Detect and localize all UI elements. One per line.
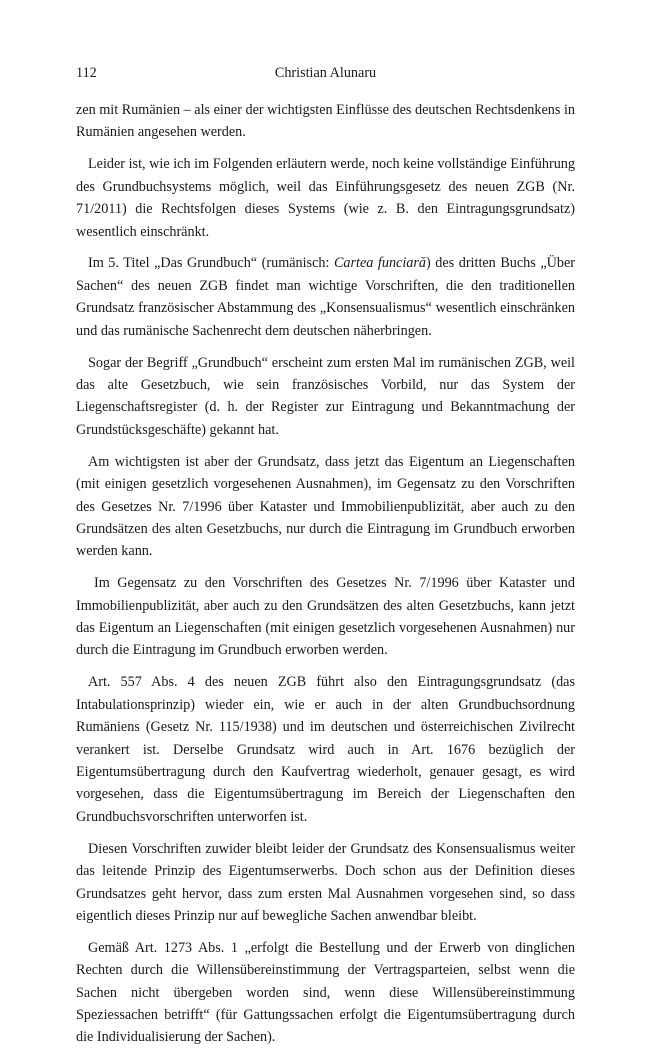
paragraph-9: Gemäß Art. 1273 Abs. 1 „erfolgt die Bestellung und der Erwerb von dinglichen Rechten durch die Willensübereinstimmung der Vertragsparteien, selbst wenn die Sachen nicht übergeben worden sind, wenn diese Willensübereinstimmung Speziessachen betrifft“ (für Gattungssachen erfolgt die Eigentumsübertragung durch die Individualisierung der Sachen). [76, 939, 575, 1046]
page-number: 112 [76, 65, 97, 81]
paragraph-5: Am wichtigsten ist aber der Grundsatz, dass jetzt das Eigentum an Liegenschaften (mit einigen gesetzlich vorgesehenen Ausnahmen), im Gegensatz zu den Vorschriften des Gesetzes Nr. 7/1996 über Kataster und Immobilienpublizität, aber auch zu den Grundsätzen des alten Gesetzbuchs, nur durch die Eintragung im Grundbuch erworben werden kann. [76, 453, 575, 560]
body-text [76, 99, 575, 1049]
paragraph-3-italic-term: Cartea funciară [333, 255, 427, 272]
page-header [76, 62, 575, 84]
paragraph-1: zen mit Rumänien – als einer der wichtigsten Einflüsse des deutschen Rechtsdenkens in Rumänien angesehen werden. [76, 102, 575, 141]
paragraph-6: Im Gegensatz zu den Vorschriften des Gesetzes Nr. 7/1996 über Kataster und Immobilienpublizität, aber auch zu den Grundsätzen des alten Gesetzbuchs, kann jetzt das Eigentum an Liegenschaften (mit einigen gesetzlich vorgesehenen Ausnahmen) nur durch die Eintragung im Grundbuch erworben werden. [76, 575, 575, 659]
paragraph-8: Diesen Vorschriften zuwider bleibt leider der Grundsatz des Konsensualismus weiter das leitende Prinzip des Eigentumserwerbs. Doch schon aus der Definition dieses Grundsatzes geht hervor, dass zum ersten Mal Ausnahmen vorgesehen sind, so dass eigentlich dieses Prinzip nur auf bewegliche Sachen anwendbar bleibt. [76, 840, 575, 924]
paragraph-7: Art. 557 Abs. 4 des neuen ZGB führt also den Eintragungsgrundsatz (das Intabulationsprinzip) wieder ein, wie er auch in der alten Grundbuchsordnung Rumäniens (Gesetz Nr. 115/1938) und im deutschen und österreichischen Zivilrecht verankert ist. Derselbe Grundsatz wird auch in Art. 1676 bezüglich der Eigentumsübertragung durch den Kaufvertrag wiederholt, genauer gesagt, es wird vorgesehen, dass die Eigentumsübertragung im Bereich der Liegenschaften den Grundbuchsvorschriften unterworfen ist. [76, 674, 575, 825]
paragraph-2: Leider ist, wie ich im Folgenden erläutern werde, noch keine vollständige Einführung des Grundbuchsystems möglich, weil das Einführungsgesetz des neuen ZGB (Nr. 71/2011) die Rechtsfolgen dieses Systems (wie z. B. den Eintragungsgrundsatz) wesentlich einschränkt. [76, 156, 575, 240]
paragraph-4: Sogar der Begriff „Grundbuch“ erscheint zum ersten Mal im rumänischen ZGB, weil das alte Gesetzbuch, wie sein französisches Vorbild, nur das System der Liegenschaftsregister (d. h. der Register zur Eintragung und Bekanntmachung der Grundstücksgeschäfte) gekannt hat. [76, 354, 575, 438]
running-head: Christian Alunaru [274, 65, 377, 81]
paragraph-3-part-1: Im 5. Titel „Das Grundbuch“ (rumänisch: [88, 255, 334, 272]
paragraph-3 [76, 252, 575, 342]
document-page [76, 62, 575, 1058]
paragraph-3-part-2: ) des dritten Buchs „Über Sachen“ des neuen ZGB findet man wichtige Vorschriften, die den traditionellen Grundsatz französischer Abstammung des „Konsensualismus“ wesentlich einschränken und das rumänische Sachenrecht dem deutschen näherbringen. [76, 255, 575, 339]
